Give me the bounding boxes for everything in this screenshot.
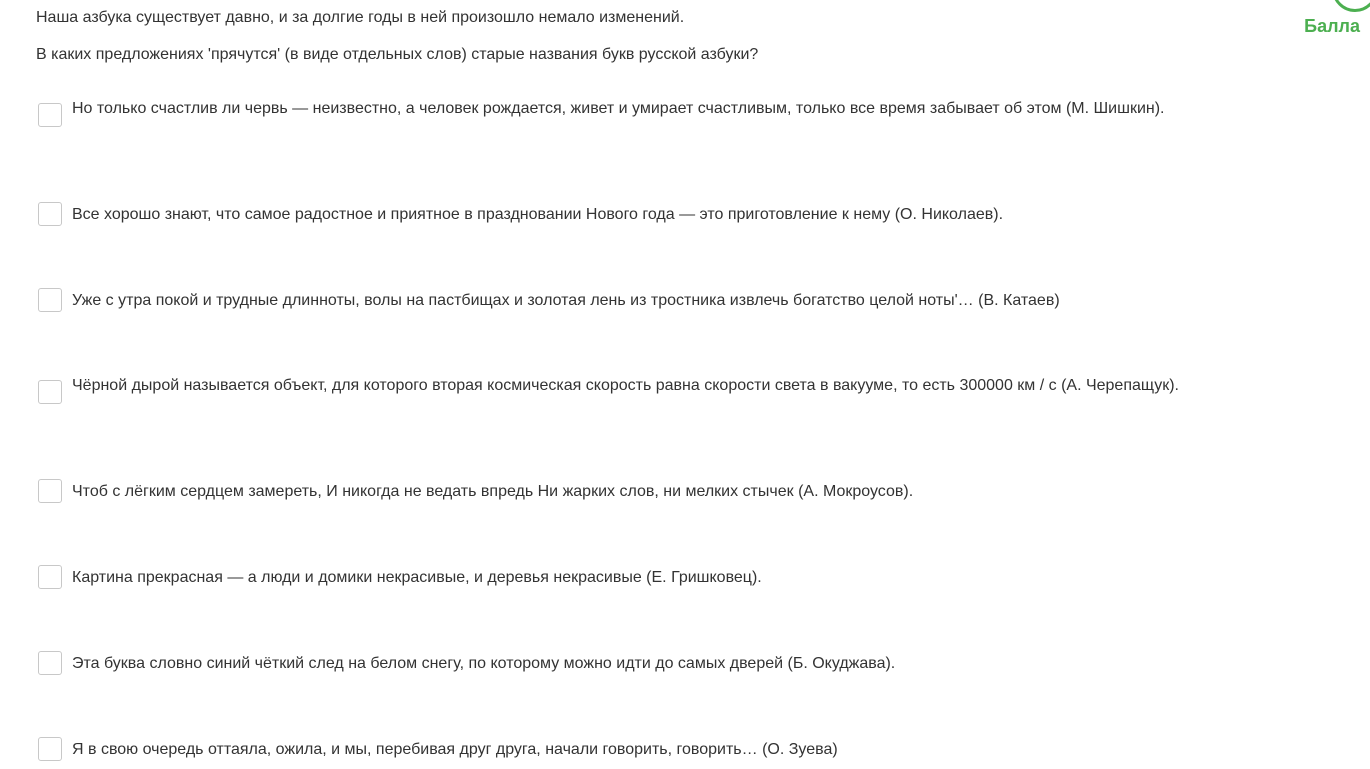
option-8-label[interactable]: Я в свою очередь оттаяла, ожила, и мы, перебивая друг друга, начали говорить, говорить… (О. Зуева)	[72, 741, 838, 758]
option-8[interactable]	[38, 741, 1348, 761]
option-4[interactable]	[38, 377, 1348, 404]
option-2-label[interactable]: Все хорошо знают, что самое радостное и приятное в праздновании Нового года — это приготовление к нему (О. Николаев).	[72, 206, 1004, 223]
option-1[interactable]	[38, 100, 1348, 127]
option-5-checkbox[interactable]	[38, 479, 62, 503]
option-1-checkbox[interactable]	[38, 103, 62, 127]
option-6-checkbox[interactable]	[38, 565, 62, 589]
option-3-checkbox[interactable]	[38, 288, 62, 312]
option-2[interactable]	[38, 206, 1348, 226]
option-8-checkbox[interactable]	[38, 737, 62, 761]
option-4-checkbox[interactable]	[38, 380, 62, 404]
option-6-label[interactable]: Картина прекрасная — а люди и домики некрасивые, и деревья некрасивые (Е. Гришковец).	[72, 569, 762, 586]
option-3-label[interactable]: Уже с утра покой и трудные длинноты, волы на пастбищах и золотая лень из тростника извлечь богатство целой ноты'… (В. Катаев)	[72, 292, 1060, 309]
question-text: В каких предложениях 'прячутся' (в виде отдельных слов) старые названия букв русской азбуки?	[36, 46, 759, 63]
option-2-checkbox[interactable]	[38, 202, 62, 226]
option-4-label[interactable]: Чёрной дырой называется объект, для которого вторая космическая скорость равна скорости света в вакууме, то есть 300000 км / с (А. Черепащук).	[72, 377, 1179, 394]
option-7[interactable]	[38, 655, 1348, 675]
option-6[interactable]	[38, 569, 1348, 589]
option-5[interactable]	[38, 483, 1348, 503]
score-label: Балла	[1304, 16, 1360, 36]
option-5-label[interactable]: Чтоб с лёгким сердцем замереть, И никогда не ведать впредь Ни жарких слов, ни мелких стычек (А. Мокроусов).	[72, 483, 914, 500]
option-1-label[interactable]: Но только счастлив ли червь — неизвестно, а человек рождается, живет и умирает счастливым, только все время забывает об этом (М. Шишкин).	[72, 100, 1165, 117]
option-7-checkbox[interactable]	[38, 651, 62, 675]
option-3[interactable]	[38, 292, 1348, 312]
option-7-label[interactable]: Эта буква словно синий чёткий след на белом снегу, по которому можно идти до самых дверей (Б. Окуджава).	[72, 655, 896, 672]
intro-text: Наша азбука существует давно, и за долгие годы в ней произошло немало изменений.	[36, 9, 685, 26]
